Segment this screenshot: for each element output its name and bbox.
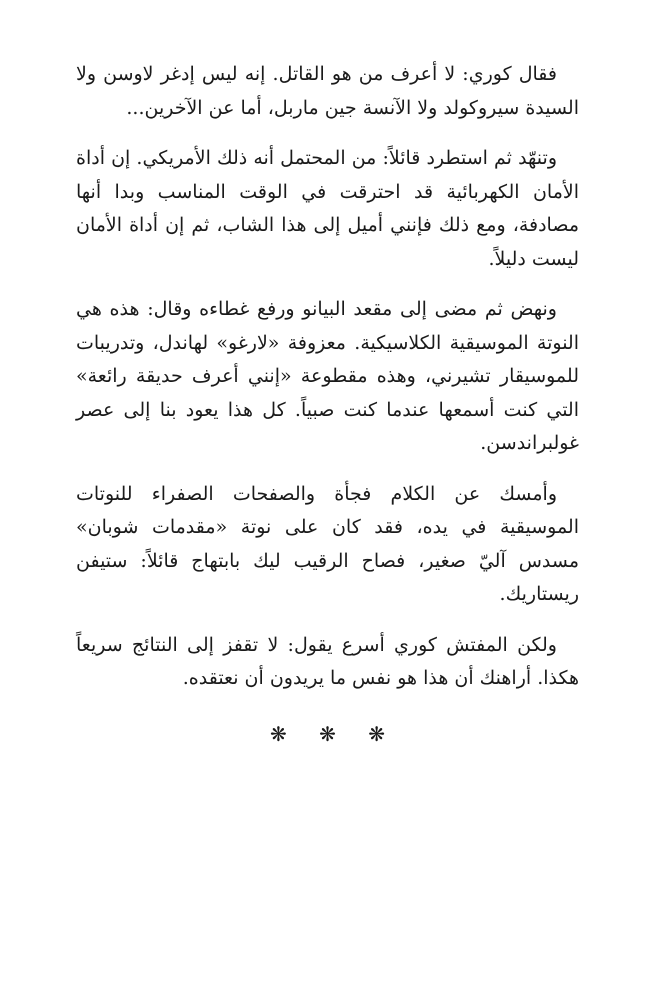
asterism-glyph: ❋ — [368, 721, 385, 746]
asterism-glyph: ❋ — [269, 721, 287, 746]
paragraph: ونهض ثم مضى إلى مقعد البيانو ورفع غطاءه وقال: هذه هي النوتة الموسيقية الكلاسيكية. معزوفة «لارغو» لهاندل، وتدريبات للموسيقار تشيرني، وهذه مقطوعة «إنني أعرف حديقة رائعة» التي كنت أسمعها عندما كنت صبياً. كل هذا يعود بنا إلى عصر غولبراندسن. — [76, 298, 579, 454]
paragraph: وتنهّد ثم استطرد قائلاً: من المحتمل أنه ذلك الأمريكي. إن أداة الأمان الكهربائية قد احترقت في الوقت المناسب وبدا أنها مصادفة، ومع ذلك فإنني أميل إلى هذا الشاب، ثم إن أداة الأمان ليست دليلاً. — [76, 147, 579, 270]
section-separator — [76, 718, 579, 752]
paragraph: وأمسك عن الكلام فجأة والصفحات الصفراء للنوتات الموسيقية في يده، فقد كان على نوتة «مقدمات شوبان» مسدس آليّ صغير، فصاح الرقيب ليك بابتهاج قائلاً: ستيفن ريستاريك. — [76, 482, 579, 605]
paragraph: فقال كوري: لا أعرف من هو القاتل. إنه ليس إدغر لاوسن ولا السيدة سيروكولد ولا الآنسة جين ماربل، أما عن الآخرين... — [76, 63, 579, 119]
paragraph: ولكن المفتش كوري أسرع يقول: لا تقفز إلى النتائج سريعاً هكذا. أراهنك أن هذا هو نفس ما يريدون أن نعتقده. — [76, 633, 579, 689]
book-page — [76, 58, 579, 751]
asterism-glyph: ❋ — [319, 721, 336, 746]
